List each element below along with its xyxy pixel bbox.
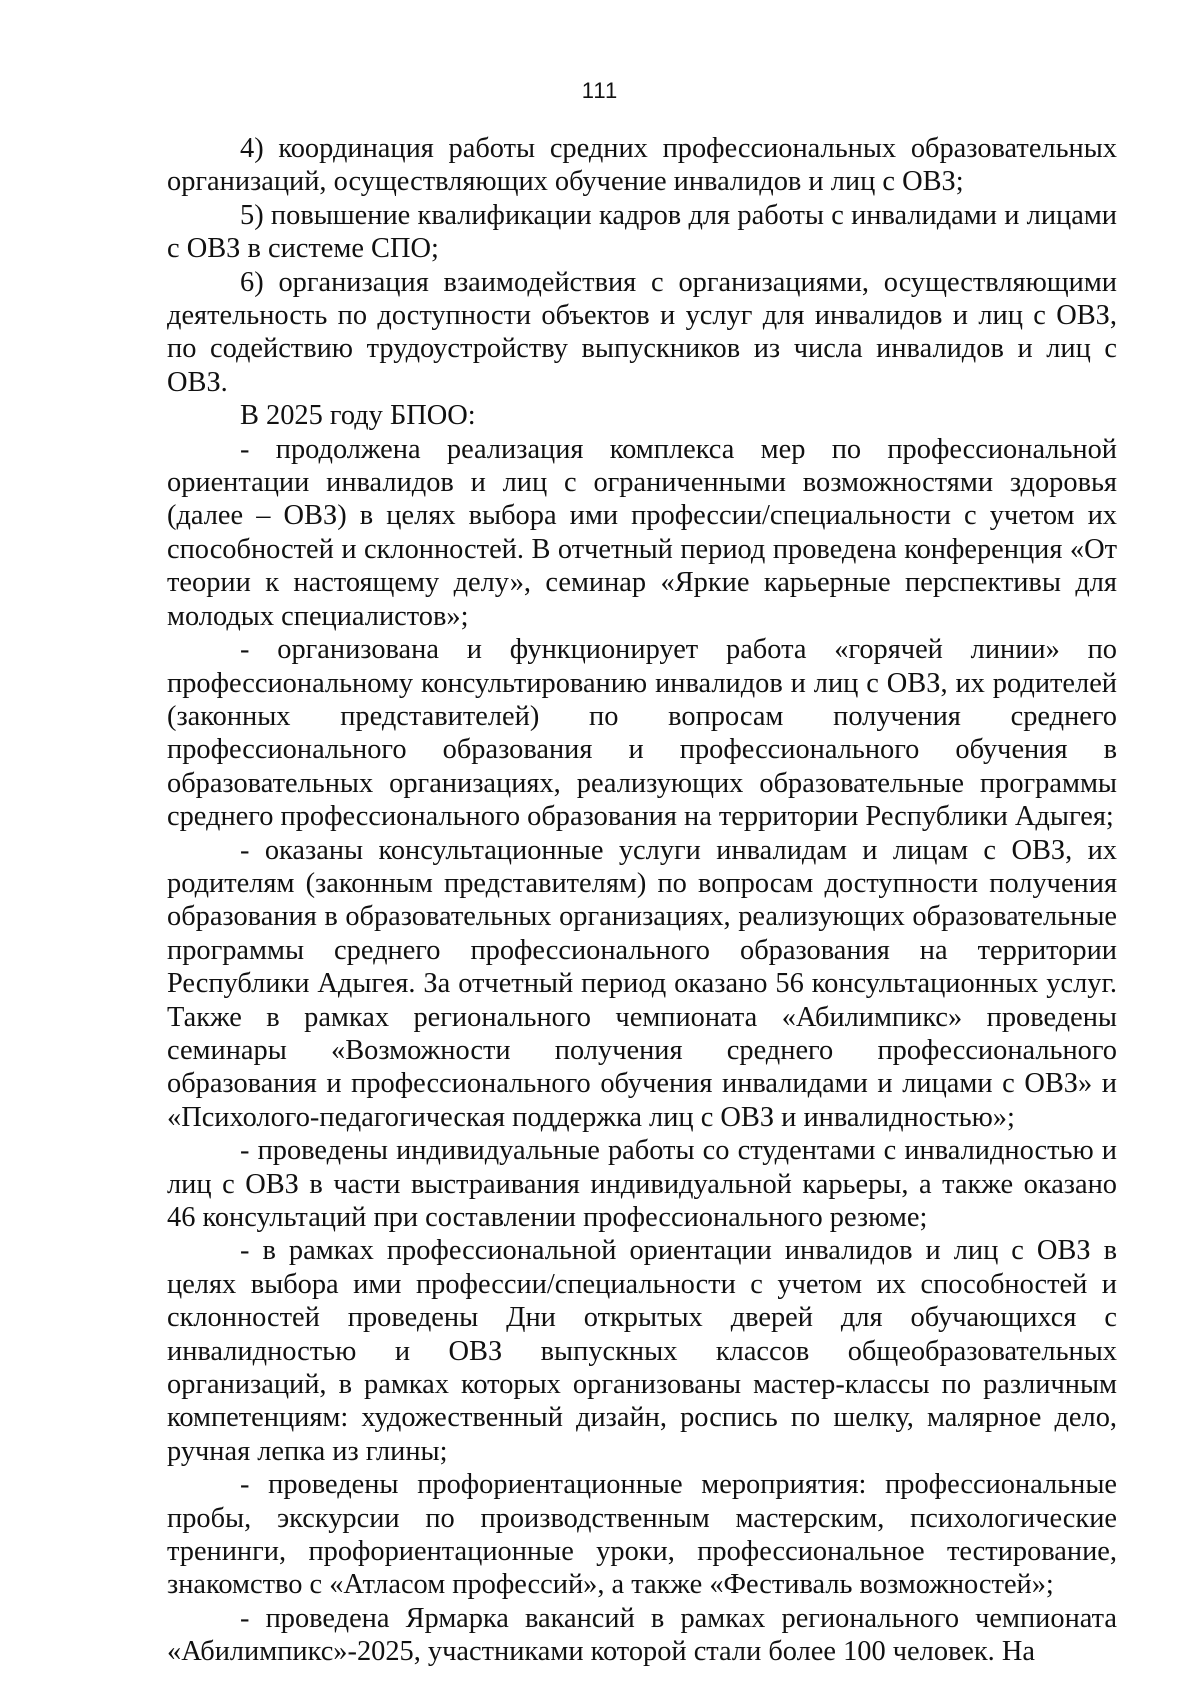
paragraph-coordination: 4) координация работы средних профессиональных образовательных организаций, осуществляющих обучение инвалидов и лиц с ОВЗ;	[167, 133, 1117, 198]
paragraph-interaction: 6) организация взаимодействия с организациями, осуществляющими деятельность по доступности объектов и услуг для инвалидов и лиц с ОВЗ, по содействию трудоустройству выпускников из числа инвалидов и лиц с ОВЗ.	[167, 266, 1117, 398]
document-body	[167, 132, 1117, 1669]
paragraph-open-days: - в рамках профессиональной ориентации инвалидов и лиц с ОВЗ в целях выбора ими профессии/специальности с учетом их способностей и склонностей проведены Дни открытых дверей для обучающихся с инвалидностью и ОВЗ выпускных классов общеобразовательных организаций, в рамках которых организованы мастер-классы по различным компетенциям: художественный дизайн, роспись по шелку, малярное дело, ручная лепка из глины;	[167, 1235, 1117, 1467]
paragraph-career-events: - проведены профориентационные мероприятия: профессиональные пробы, экскурсии по производственным мастерским, психологические тренинги, профориентационные уроки, профессиональное тестирование, знакомство с «Атласом профессий», а также «Фестиваль возможностей»;	[167, 1469, 1117, 1601]
paragraph-hotline: - организована и функционирует работа «горячей линии» по профессиональному консультированию инвалидов и лиц с ОВЗ, их родителей (законных представителей) по вопросам получения среднего профессионального образования и профессионального обучения в образовательных организациях, реализующих образовательные программы среднего профессионального образования на территории Республики Адыгея;	[167, 634, 1117, 833]
page-number: 111	[581, 78, 619, 103]
paragraph-qualification: 5) повышение квалификации кадров для работы с инвалидами и лицами с ОВЗ в системе СПО;	[167, 199, 1117, 265]
paragraph-career-guidance: - продолжена реализация комплекса мер по профессиональной ориентации инвалидов и лиц с ограниченными возможностями здоровья (далее – ОВЗ) в целях выбора ими профессии/специальности с учетом их способностей и склонностей. В отчетный период проведена конференция «От теории к настоящему делу», семинар «Яркие карьерные перспективы для молодых специалистов»;	[167, 433, 1117, 632]
paragraph-individual-work: - проведены индивидуальные работы со студентами с инвалидностью и лиц с ОВЗ в части выстраивания индивидуальной карьеры, а также оказано 46 консультаций при составлении профессионального резюме;	[167, 1135, 1117, 1233]
paragraph-job-fair: - проведена Ярмарка вакансий в рамках регионального чемпионата «Абилимпикс»-2025, участниками которой стали более 100 человек. На	[167, 1602, 1117, 1668]
paragraph-consulting-services: - оказаны консультационные услуги инвалидам и лицам с ОВЗ, их родителям (законным представителям) по вопросам доступности получения образования в образовательных организациях, реализующих образовательные программы среднего профессионального образования на территории Республики Адыгея. За отчетный период оказано 56 консультационных услуг. Также в рамках регионального чемпионата «Абилимпикс» проведены семинары «Возможности получения среднего профессионального образования и профессионального обучения инвалидами и лицами с ОВЗ» и «Психолого-педагогическая поддержка лиц с ОВЗ и инвалидностью»;	[167, 834, 1117, 1133]
paragraph-2025-intro: В 2025 году БПОО:	[240, 400, 476, 432]
